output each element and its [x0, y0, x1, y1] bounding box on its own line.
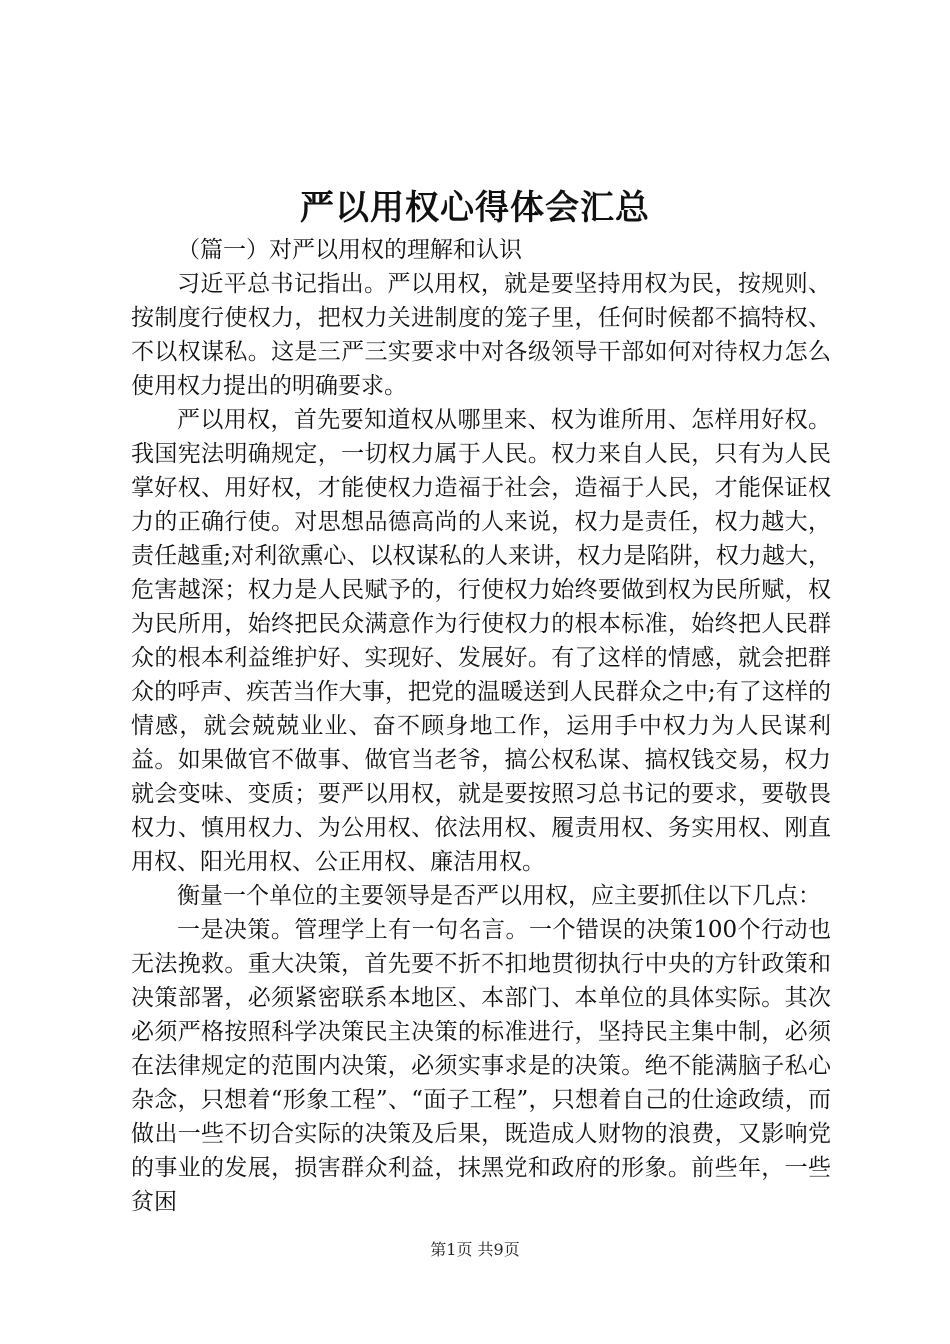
body-paragraph: 衡量一个单位的主要领导是否严以用权，应主要抓住以下几点： — [177, 883, 821, 909]
page-number: 第1页 共9页 — [430, 1240, 520, 1259]
body-paragraph: 一是决策。管理学上有一句名言。一个错误的决策100个行动也无法挽救。重大决策，首先要不折不扣地贯彻执行中央的方针政策和决策部署，必须紧密联系本地区、本部门、本单位的具体实际。其次必须严格按照科学决策民主决策的标准进行，坚持民主集中制，必须在法律规定的范围内决策，必须实事求是的决策。绝不能满脑子私心杂念，只想着“形象工程”、“面子工程”，只想着自己的仕途政绩，而做出一些不切合实际的决策及后果，既造成人财物的浪费，又影响党的事业的发展，损害群众利益，抹黑党和政府的形象。前些年，一些贫困 — [131, 917, 831, 1215]
document-body — [131, 233, 831, 1219]
body-paragraph: 习近平总书记指出。严以用权，就是要坚持用权为民，按规则、按制度行使权力，把权力关进制度的笼子里，任何时候都不搞特权、不以权谋私。这是三严三实要求中对各级领导干部如何对待权力怎么使用权力提出的明确要求。 — [131, 271, 831, 399]
section-heading: （篇一）对严以用权的理解和认识 — [177, 237, 522, 263]
document-title: 严以用权心得体会汇总 — [300, 188, 650, 228]
body-paragraph: 严以用权，首先要知道权从哪里来、权为谁所用、怎样用好权。我国宪法明确规定，一切权力属于人民。权力来自人民，只有为人民掌好权、用好权，才能使权力造福于社会，造福于人民，才能保证权力的正确行使。对思想品德高尚的人来说，权力是责任，权力越大，责任越重;对利欲熏心、以权谋私的人来讲，权力是陷阱，权力越大，危害越深；权力是人民赋予的，行使权力始终要做到权为民所赋，权为民所用，始终把民众满意作为行使权力的根本标准，始终把人民群众的根本利益维护好、实现好、发展好。有了这样的情感，就会把群众的呼声、疾苦当作大事，把党的温暖送到人民群众之中;有了这样的情感，就会兢兢业业、奋不顾身地工作，运用手中权力为人民谋利益。如果做官不做事、做官当老爷，搞公权私谋、搞权钱交易，权力就会变味、变质；要严以用权，就是要按照习总书记的要求，要敬畏权力、慎用权力、为公用权、依法用权、履责用权、务实用权、刚直用权、阳光用权、公正用权、廉洁用权。 — [131, 407, 831, 875]
